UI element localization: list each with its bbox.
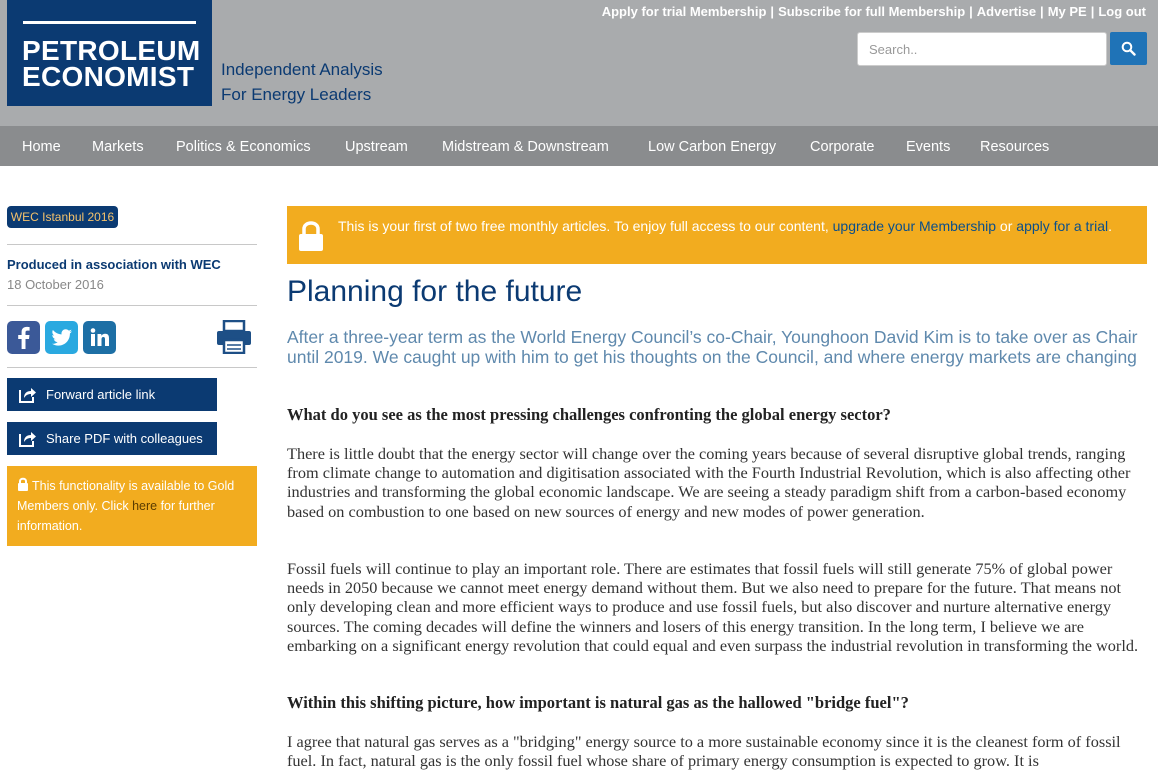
search-icon (1121, 41, 1136, 56)
site-header (0, 0, 1158, 126)
interview-question: Within this shifting picture, how important is natural gas as the hallowed "bridge fuel"? (287, 693, 909, 712)
link-separator: | (1040, 4, 1044, 19)
logo-rule (23, 21, 196, 24)
my-pe-link[interactable]: My PE (1047, 4, 1087, 19)
link-separator: | (969, 4, 973, 19)
top-links (602, 4, 1146, 19)
divider (7, 367, 257, 368)
facebook-icon (7, 321, 40, 354)
print-icon (215, 320, 253, 354)
nav-events[interactable]: Events (906, 139, 951, 155)
notice-text-middle: or (996, 218, 1017, 234)
article-paragraph: I agree that natural gas serves as a "bridging" energy source to a more sustainable economy since it is the cleanest form of fossil fuel. In fact, natural gas is the only fossil fuel whose share of primary energy consumption is expected to grow. It is (287, 732, 1121, 771)
event-badge[interactable]: WEC Istanbul 2016 (7, 206, 118, 228)
divider (7, 244, 257, 245)
facebook-share-button[interactable] (7, 321, 40, 354)
share-pdf-button[interactable] (7, 422, 217, 455)
notice-text-start: This is your first of two free monthly articles. To enjoy full access to our content, (338, 218, 833, 234)
interview-question: What do you see as the most pressing challenges confronting the global energy sector? (287, 405, 891, 424)
search-button[interactable] (1110, 32, 1147, 65)
link-separator: | (770, 4, 775, 19)
apply-trial-notice-link[interactable]: apply for a trial (1016, 218, 1109, 234)
nav-corporate[interactable]: Corporate (810, 139, 875, 155)
site-logo[interactable] (7, 0, 212, 106)
print-button[interactable] (215, 320, 253, 354)
share-arrow-icon (19, 430, 37, 447)
gold-notice-link[interactable]: here (132, 499, 158, 513)
nav-midstream-downstream[interactable]: Midstream & Downstream (442, 139, 609, 155)
nav-resources[interactable]: Resources (980, 139, 1050, 155)
notice-text-end: . (1108, 218, 1112, 234)
linkedin-share-button[interactable] (83, 321, 116, 354)
nav-upstream[interactable]: Upstream (345, 139, 408, 155)
share-pdf-label: Share PDF with colleagues (46, 431, 203, 446)
nav-home[interactable]: Home (22, 139, 61, 155)
logo-line1: PETROLEUM (22, 35, 201, 66)
gold-notice-text: This functionality is available to Gold Members only. Click (17, 479, 235, 513)
logo-line2: ECONOMIST (22, 61, 195, 92)
divider (7, 305, 257, 306)
tagline-line2: For Energy Leaders (221, 85, 372, 104)
lock-icon (297, 220, 325, 252)
article-title: Planning for the future (287, 275, 583, 308)
nav-low-carbon-energy[interactable]: Low Carbon Energy (648, 139, 777, 155)
advertise-link[interactable]: Advertise (976, 4, 1037, 19)
twitter-share-button[interactable] (45, 321, 78, 354)
gold-members-notice (7, 466, 257, 546)
notice-text (338, 217, 1138, 236)
share-arrow-icon (19, 386, 37, 403)
linkedin-icon (83, 321, 116, 354)
nav-politics-economics[interactable]: Politics & Economics (176, 139, 311, 155)
nav-markets[interactable]: Markets (92, 139, 144, 155)
article-date: 18 October 2016 (7, 277, 104, 292)
twitter-icon (45, 321, 78, 354)
site-tagline (221, 57, 383, 107)
produced-with-label: Produced in association with WEC (7, 257, 221, 272)
forward-article-button[interactable] (7, 378, 217, 411)
search-input[interactable] (857, 32, 1107, 66)
free-articles-notice (287, 206, 1147, 264)
tagline-line1: Independent Analysis (221, 60, 383, 79)
subscribe-link[interactable]: Subscribe for full Membership (778, 4, 966, 19)
logout-link[interactable]: Log out (1098, 4, 1146, 19)
article-paragraph: There is little doubt that the energy sector will change over the coming years because of several disruptive global trends, ranging from climate change to automation and digitisation associated with the Fourth Industrial Revolution, which is also affecting other industries and transforming the global economic landscape. We are seeing a steady paradigm shift from a carbon-based economy based on combustion to one based on new sources of energy and new modes of power generation. (287, 444, 1131, 521)
link-separator: | (1090, 4, 1095, 19)
lock-icon (17, 477, 29, 491)
gold-notice-text-end: for further information. (17, 499, 215, 533)
apply-trial-link[interactable]: Apply for trial Membership (601, 4, 767, 19)
main-nav (0, 126, 1158, 166)
upgrade-membership-link[interactable]: upgrade your Membership (832, 218, 997, 234)
article-paragraph: Fossil fuels will continue to play an important role. There are estimates that fossil fuels will still generate 75% of global power needs in 2050 because we cannot meet energy demand without them. But we also need to prepare for the future. That means not only developing clean and more efficient ways to produce and use fossil fuels, but also discover and nurture alternative energy sources. The coming decades will define the winners and losers of this energy transition. In the long term, I believe we are embarking on a significant energy revolution that could equal and even surpass the industrial revolution in transforming the world. (287, 559, 1139, 655)
forward-article-label: Forward article link (46, 387, 156, 402)
article-standfirst: After a three-year term as the World Energy Council’s co-Chair, Younghoon David Kim is to take over as Chair until 2019. We caught up with him to get his thoughts on the Council, and where energy markets are changing (287, 327, 1138, 367)
